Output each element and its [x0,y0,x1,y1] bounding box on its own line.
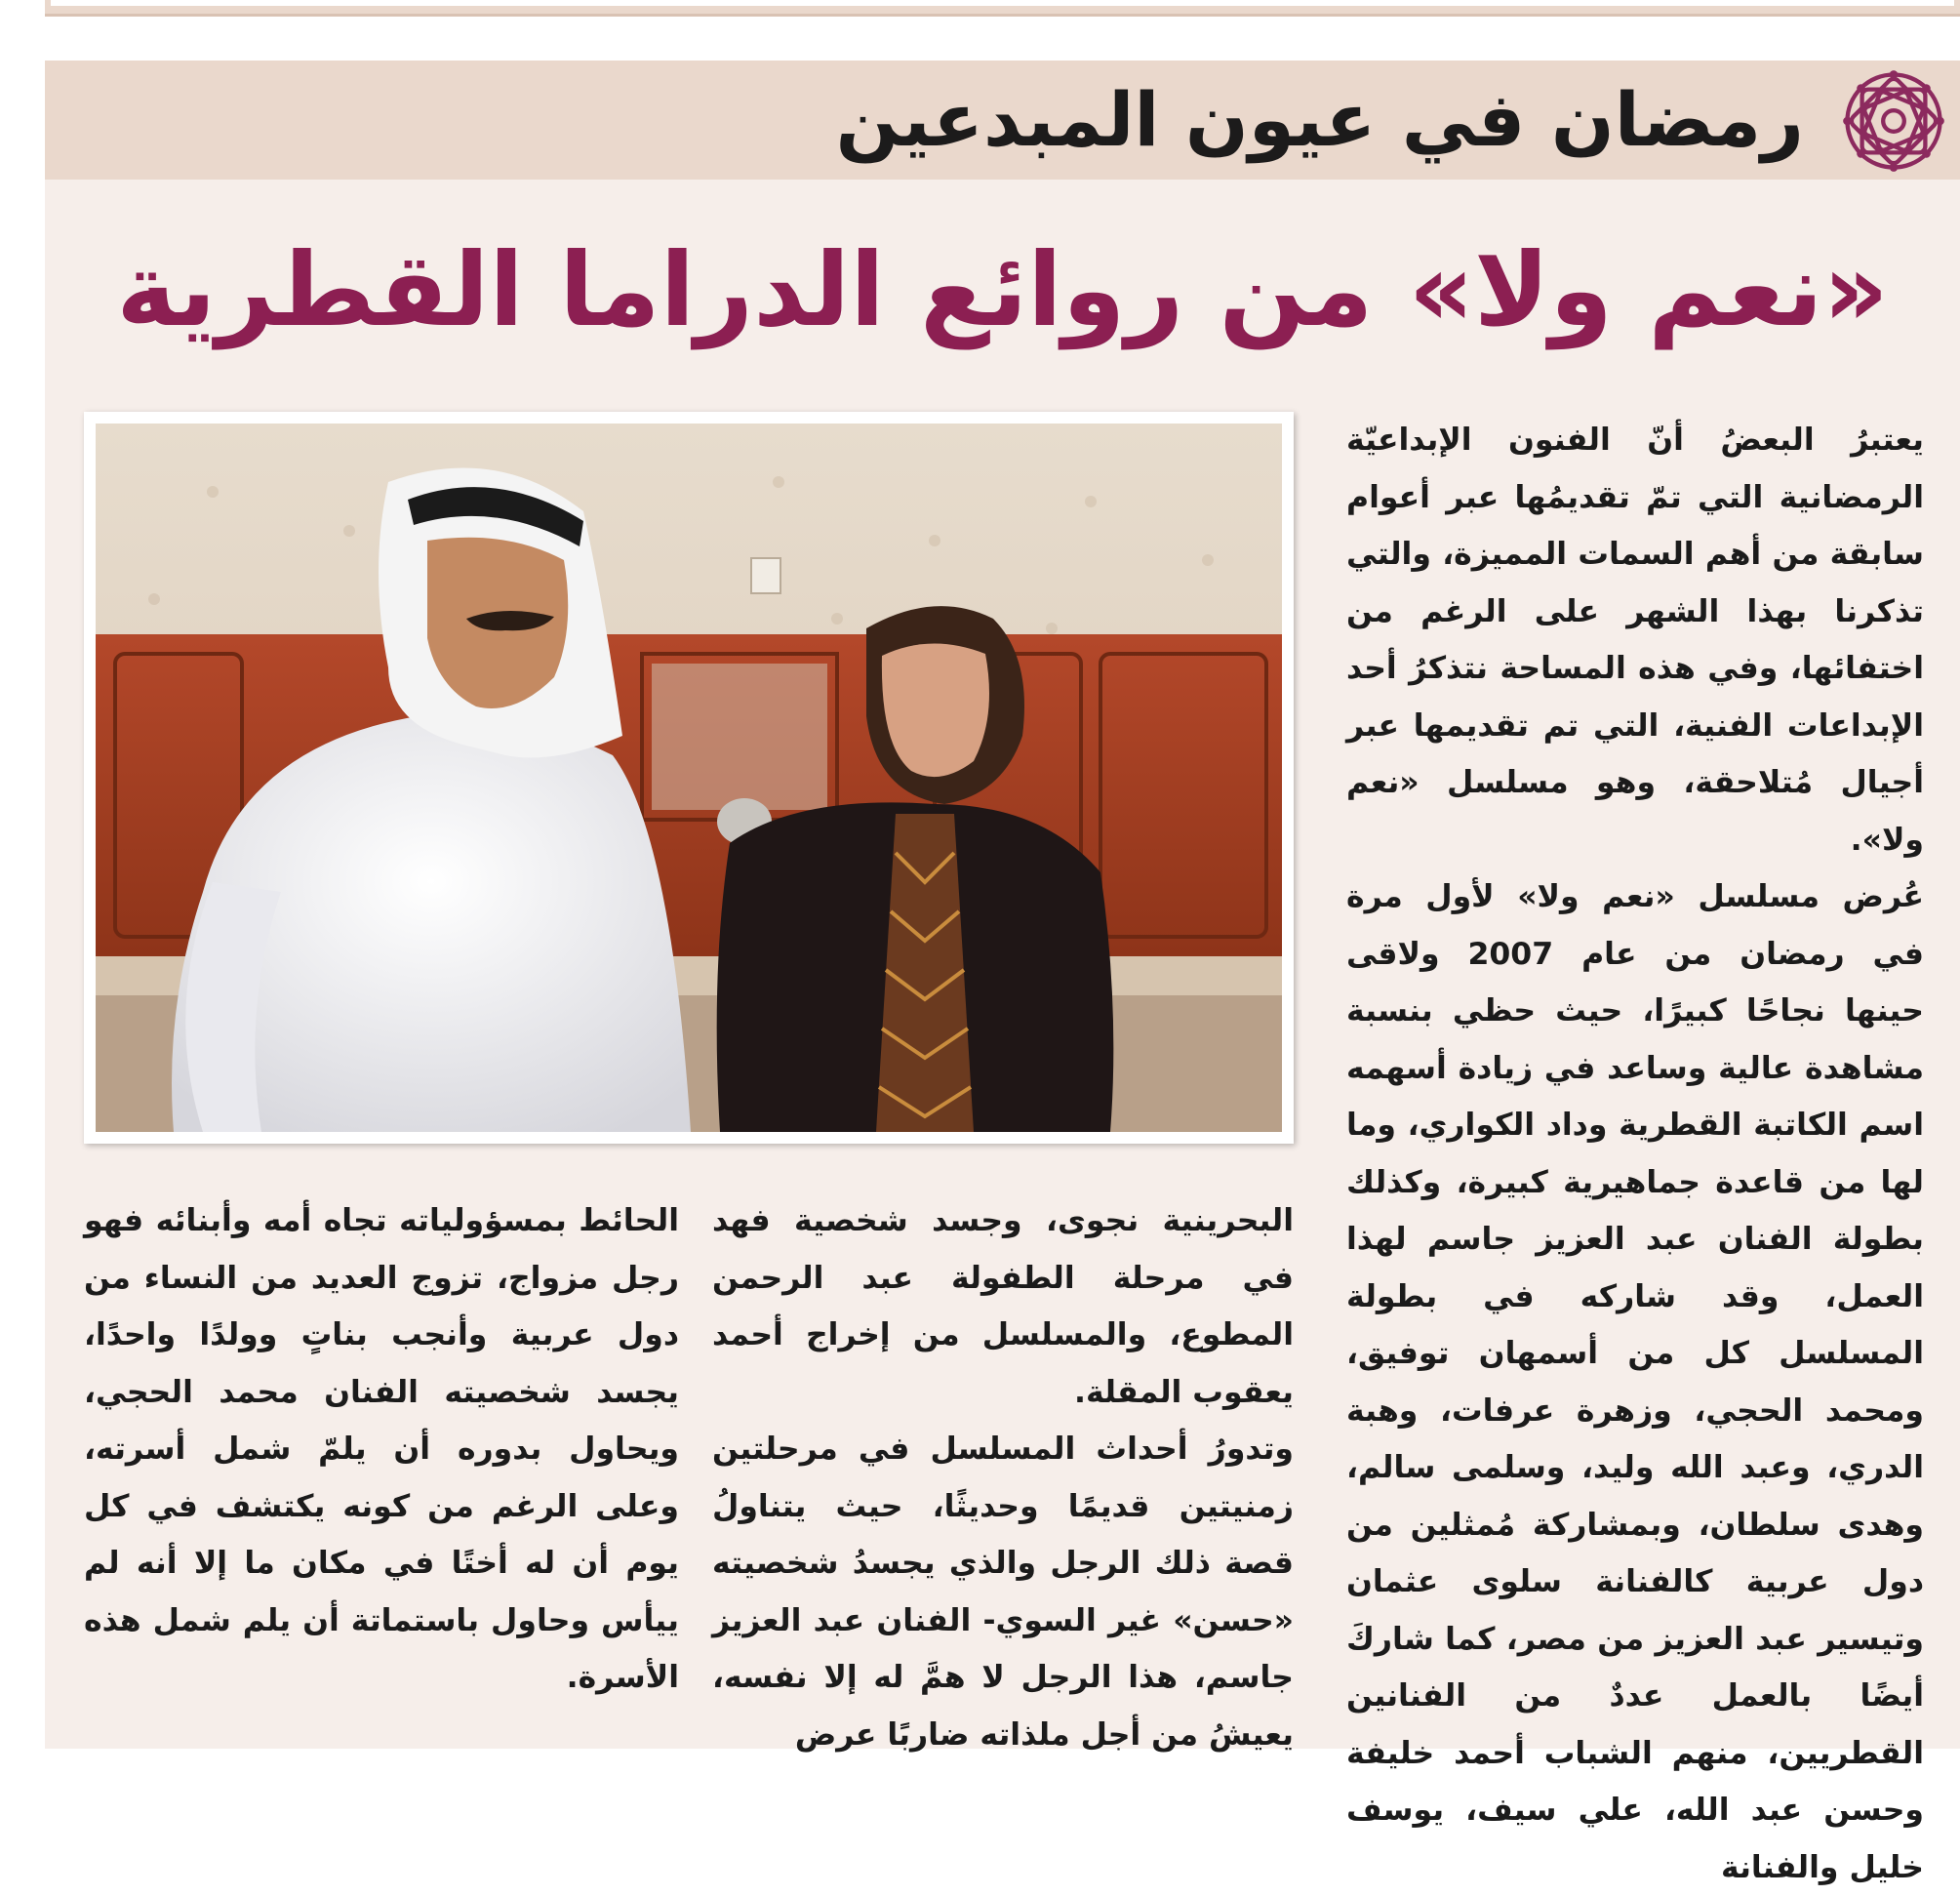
top-border-strip [45,0,1960,17]
paragraph: وتدورُ أحداث المسلسل في مرحلتين زمنيتين قديمًا وحديثًا، حيث يتناولُ قصة ذلك الرجل والذي يجسدُ شخصيته «حسن» غير السوي- الفنان عبد العزيز جاسم، هذا الرجل لا همَّ له إلا نفسه، يعيشُ من أجل ملذاته ضاربًا عرض [712,1432,1294,1753]
paragraph: البحرينية نجوى، وجسد شخصية فهد في مرحلة الطفولة عبد الرحمن المطوع، والمسلسل من إخراج أحمد يعقوب المقلة. [712,1203,1294,1410]
islamic-star-ornament-icon [1841,68,1946,174]
paragraph: عُرض مسلسل «نعم ولا» لأول مرة في رمضان من عام 2007 ولاقى حينها نجاحًا كبيرًا، حيث حظي بنسبة مشاهدة عالية وساعد في زيادة أسهمه اسم الكاتبة القطرية وداد الكواري، وما لها من قاعدة جماهيرية كبيرة، وكذلك بطولة الفنان عبد العزيز جاسم لهذا العمل، وقد شاركه في بطولة المسلسل كل من أسمهان توفيق، ومحمد الحجي، وزهرة عرفات، وهبة الدري، وعبد الله وليد، وسلمى سالم، وهدى سلطان، وبمشاركة مُمثلين من دول عربية كالفنانة سلوى عثمان وتيسير عبد العزيز من مصر، كما شاركَ أيضًا بالعمل عددٌ من الفنانين القطريين، منهم الشباب أحمد خليفة وحسن عبد الله، علي سيف، يوسف خليل والفنانة [1346,879,1924,1885]
paragraph: يعتبرُ البعضُ أنّ الفنون الإبداعيّة الرمضانية التي تمّ تقديمُها عبر أعوام سابقة من أهم السمات المميزة، والتي تذكرنا بهذا الشهر على الرغم من اختفائها، وفي هذه المساحة نتذكرُ أحد الإبداعات الفنية، التي تم تقديمها عبر أجيال مُتلاحقة، وهو مسلسل «نعم ولا». [1346,423,1924,858]
article-headline: «نعم ولا» من روائع الدراما القطرية [116,230,1889,349]
section-title: رمضان في عيون المبدعين [835,76,1804,163]
photo-drama-scene [96,424,1282,1132]
photo-frame [84,412,1294,1144]
section-header [45,61,1960,180]
article-column-left [84,1192,679,1739]
article-column-middle [712,1192,1294,1753]
paragraph: الحائط بمسؤولياته تجاه أمه وأبنائه فهو رجل مزواج، تزوج العديد من النساء من دول عربية وأنجب بناتٍ وولدًا واحدًا، يجسد شخصيته الفنان محمد الحجي، ويحاول بدوره أن يلمّ شمل أسرته، وعلى الرغم من كونه يكتشف في كل يوم أن له أختًا في مكان ما إلا أنه لم ييأس وحاول باستماتة أن يلم شمل هذه الأسرة. [84,1203,679,1695]
article-column-right [1346,412,1924,1885]
newspaper-page [45,61,1960,1885]
